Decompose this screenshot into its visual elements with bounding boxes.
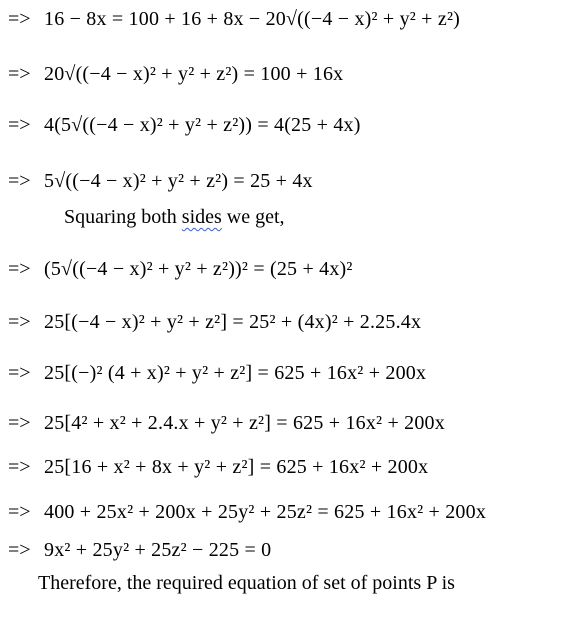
implies-arrow: => (8, 169, 31, 192)
equation-step-5 (8, 254, 353, 284)
implies-arrow: => (8, 455, 31, 478)
implies-arrow: => (8, 257, 31, 280)
step-expression: 20√((−4 − x)² + y² + z²) = 100 + 16x (44, 62, 344, 85)
implies-arrow: => (8, 411, 31, 434)
squaring-note-before: Squaring both (64, 206, 182, 228)
implies-arrow: => (8, 113, 31, 136)
equation-step-9 (8, 452, 428, 482)
implies-arrow: => (8, 361, 31, 384)
equation-step-8 (8, 408, 445, 438)
equation-step-3 (8, 110, 361, 140)
implies-arrow: => (8, 500, 31, 523)
spellcheck-underlined-word: sides (181, 206, 222, 228)
equation-step-2 (8, 59, 343, 89)
implies-arrow: => (8, 7, 31, 30)
step-expression: 25[16 + x² + 8x + y² + z²] = 625 + 16x² + 200x (44, 455, 429, 478)
squaring-note-after: we get, (221, 206, 285, 228)
step-expression: 16 − 8x = 100 + 16 + 8x − 20√((−4 − x)² + y² + z²) (44, 7, 460, 30)
squaring-note (64, 206, 285, 229)
step-expression: 25[(−4 − x)² + y² + z²] = 25² + (4x)² + 2.25.4x (44, 310, 422, 333)
step-expression: 4(5√((−4 − x)² + y² + z²)) = 4(25 + 4x) (44, 113, 361, 136)
equation-step-4 (8, 166, 313, 196)
conclusion-text: Therefore, the required equation of set of points P is (38, 572, 455, 594)
step-expression: 25[(−)² (4 + x)² + y² + z²] = 625 + 16x² + 200x (44, 361, 427, 384)
equation-step-10 (8, 497, 486, 527)
step-expression: 400 + 25x² + 200x + 25y² + 25z² = 625 + 16x² + 200x (44, 500, 487, 523)
equation-step-7 (8, 358, 426, 388)
step-expression: 25[4² + x² + 2.4.x + y² + z²] = 625 + 16x² + 200x (44, 411, 445, 434)
equation-step-6 (8, 307, 421, 337)
implies-arrow: => (8, 310, 31, 333)
step-expression: 9x² + 25y² + 25z² − 225 = 0 (44, 538, 272, 561)
step-expression: (5√((−4 − x)² + y² + z²))² = (25 + 4x)² (44, 257, 353, 280)
equation-step-1 (8, 4, 460, 34)
equation-step-11 (8, 535, 271, 565)
step-expression: 5√((−4 − x)² + y² + z²) = 25 + 4x (44, 169, 313, 192)
implies-arrow: => (8, 62, 31, 85)
implies-arrow: => (8, 538, 31, 561)
